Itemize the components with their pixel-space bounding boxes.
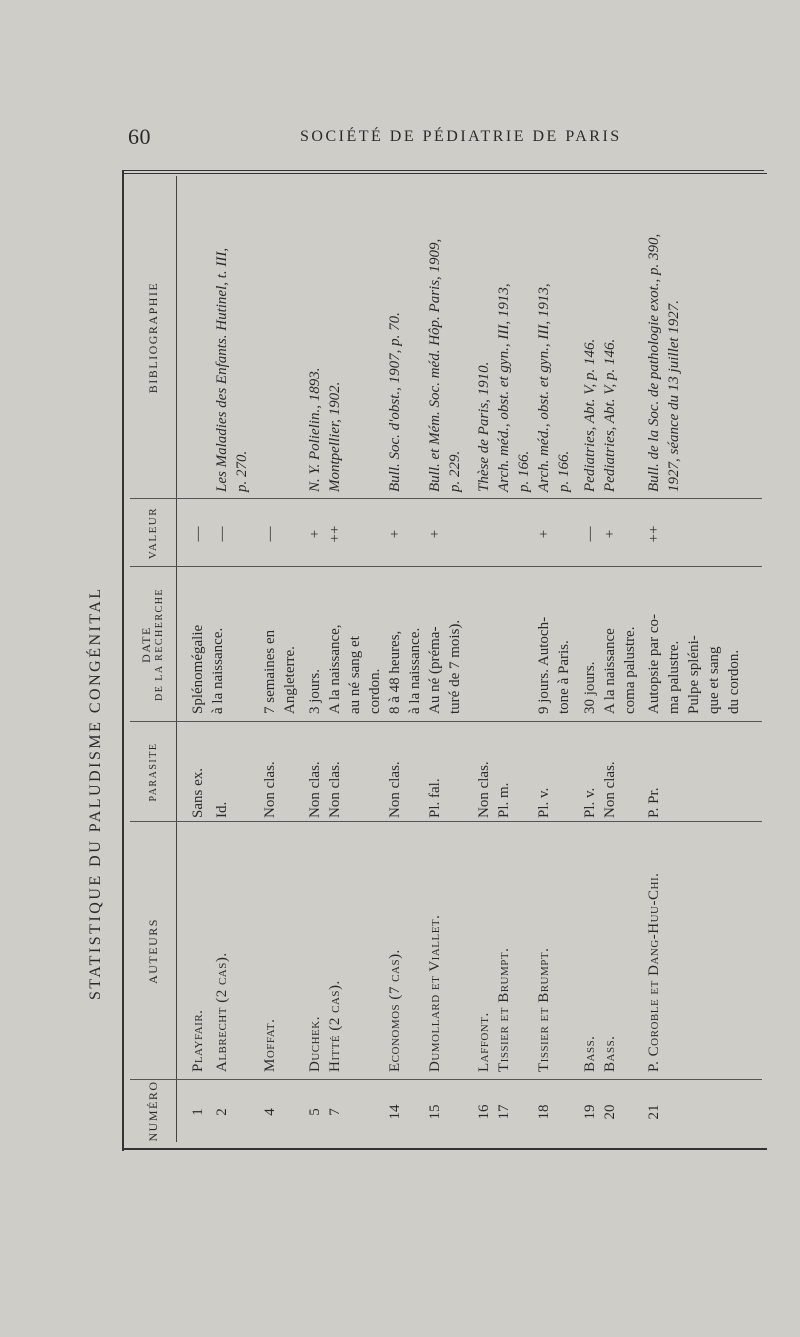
cell-date-line: 3 jours. <box>307 669 323 714</box>
cell-bibliographie <box>644 177 684 492</box>
cell-numero: 14 <box>387 1104 403 1120</box>
col-rule <box>130 566 762 567</box>
cell-auteur: Albrecht (2 cas). <box>214 952 230 1072</box>
cell-auteur: Bass. <box>602 1035 618 1072</box>
cell-auteur: Tissier et Brumpt. <box>536 947 552 1072</box>
cell-auteur: Playfair. <box>190 1009 206 1072</box>
cell-numero: 7 <box>327 1108 343 1116</box>
cell-bibliographie-line: Bull. de la Soc. de pathologie exot., p. 390, <box>646 233 662 492</box>
cell-numero: 17 <box>496 1104 512 1120</box>
cell-date-line: Pulpe spléni- <box>686 635 702 714</box>
cell-date <box>385 569 425 714</box>
cell-auteur: Bass. <box>582 1035 598 1072</box>
cell-bibliographie <box>385 177 405 492</box>
cell-valeur: + <box>602 529 618 539</box>
cell-date-line: Angleterre. <box>282 646 298 714</box>
cell-date-line: coma palustre. <box>622 626 638 714</box>
cell-numero: 19 <box>582 1104 598 1120</box>
cell-date <box>580 569 600 714</box>
cell-bibliographie-line: Thèse de Paris, 1910. <box>476 361 492 492</box>
cell-date-line: turé de 7 mois). <box>447 619 463 714</box>
cell-date <box>425 569 465 714</box>
cell-parasite: Pl. v. <box>582 787 598 818</box>
cell-bibliographie-line: Montpellier, 1902. <box>327 381 343 492</box>
cell-auteur: Moffat. <box>262 1018 278 1072</box>
col-rule <box>130 1079 762 1080</box>
col-header-parasite-label: PARASITE <box>147 742 159 802</box>
table-top-rule <box>122 173 767 174</box>
cell-bibliographie-line: p. 270. <box>234 450 250 492</box>
page-number: 60 <box>128 124 151 149</box>
cell-auteur: P. Coroble et Dang-Huu-Chi. <box>646 872 662 1072</box>
cell-date-line: 8 à 48 heures, <box>387 630 403 714</box>
cell-valeur: ++ <box>327 525 343 543</box>
cell-bibliographie <box>474 177 494 492</box>
cell-bibliographie-line: 1927, séance du 13 juillet 1927. <box>666 299 682 492</box>
col-header-numero: NUMÉRO <box>145 1080 160 1142</box>
table-title: STATISTIQUE DU PALUDISME CONGÉNITAL <box>87 586 104 1000</box>
cell-date-line: Splénomégalie <box>190 624 206 714</box>
cell-parasite: Id. <box>214 801 230 818</box>
cell-numero: 5 <box>307 1108 323 1116</box>
cell-parasite: Non clas. <box>327 761 343 818</box>
cell-parasite: P. Pr. <box>646 787 662 818</box>
cell-numero: 20 <box>602 1104 618 1120</box>
col-header-valeur: VALEUR <box>146 506 159 560</box>
cell-date-line: que et sang <box>706 646 722 714</box>
cell-bibliographie-line: p. 229. <box>447 450 463 492</box>
cell-valeur: + <box>536 529 552 539</box>
cell-bibliographie-line: p. 166. <box>516 450 532 492</box>
cell-bibliographie-line: Arch. méd., obst. et gyn., III, 1913, <box>496 283 512 492</box>
cell-parasite: Non clas. <box>602 761 618 818</box>
cell-date-line: du cordon. <box>726 649 742 714</box>
cell-valeur: ++ <box>646 525 662 543</box>
cell-parasite: Non clas. <box>476 761 492 818</box>
cell-bibliographie <box>212 177 252 492</box>
cell-date-line: A la naissance <box>602 628 618 714</box>
cell-valeur: + <box>427 529 443 539</box>
cell-valeur: — <box>582 526 598 542</box>
cell-bibliographie-line: Bull. Soc. d'obst., 1907, p. 70. <box>387 312 403 492</box>
cell-date-line: Au né (préma- <box>427 626 443 714</box>
cell-date-line: à la naissance. <box>210 627 226 714</box>
col-header-date-line2: DE LA RECHERCHE <box>154 587 165 702</box>
cell-bibliographie <box>305 177 325 492</box>
cell-date-line: 30 jours. <box>582 661 598 714</box>
statistics-table <box>130 176 762 1142</box>
cell-parasite: Pl. v. <box>536 787 552 818</box>
cell-date-line: cordon. <box>367 668 383 714</box>
cell-parasite: Non clas. <box>387 761 403 818</box>
cell-bibliographie-line: Pediatries, Abt. V, p. 146. <box>582 338 598 492</box>
cell-date-line: A la naissance, <box>327 624 343 714</box>
cell-bibliographie <box>425 177 465 492</box>
cell-date-line: 9 jours. Autoch- <box>536 616 552 714</box>
cell-valeur: + <box>307 529 323 539</box>
cell-numero: 21 <box>646 1104 662 1120</box>
running-head: SOCIÉTÉ DE PÉDIATRIE DE PARIS <box>300 128 622 145</box>
cell-date-line: ma palustre. <box>666 640 682 714</box>
cell-bibliographie-line: Bull. et Mém. Soc. méd. Hôp. Paris, 1909, <box>427 238 443 492</box>
col-rule <box>130 498 762 499</box>
col-header-parasite <box>130 722 176 822</box>
cell-numero: 16 <box>476 1104 492 1120</box>
cell-auteur: Economos (7 cas). <box>387 949 403 1072</box>
cell-date <box>260 569 300 714</box>
cell-valeur: — <box>262 526 278 542</box>
col-header-date <box>130 567 176 722</box>
cell-date-line: à la naissance. <box>407 627 423 714</box>
cell-bibliographie <box>600 177 620 492</box>
table-bottom-rule <box>122 1148 767 1150</box>
col-header-bibliographie: BIBLIOGRAPHIE <box>145 281 160 394</box>
col-header-date-line1: DATE <box>139 626 153 663</box>
cell-date-line: au né sang et <box>347 636 363 714</box>
cell-bibliographie <box>580 177 600 492</box>
cell-parasite: Sans ex. <box>190 768 206 818</box>
cell-numero: 15 <box>427 1104 443 1120</box>
cell-parasite: Non clas. <box>307 761 323 818</box>
cell-valeur: + <box>387 529 403 539</box>
cell-parasite: Pl. m. <box>496 782 512 818</box>
cell-parasite: Pl. fal. <box>427 778 443 818</box>
col-header-auteurs: AUTEURS <box>145 918 160 984</box>
cell-date <box>644 569 744 714</box>
cell-numero: 18 <box>536 1104 552 1120</box>
cell-numero: 4 <box>262 1108 278 1116</box>
cell-date <box>325 569 385 714</box>
cell-auteur: Laffont. <box>476 1012 492 1072</box>
col-rule <box>130 721 762 722</box>
cell-bibliographie-line: Pediatries, Abt. V, p. 146. <box>602 338 618 492</box>
cell-parasite: Non clas. <box>262 761 278 818</box>
cell-date <box>188 569 228 714</box>
cell-auteur: Dumollard et Viallet. <box>427 914 443 1072</box>
cell-auteur: Duchek. <box>307 1016 323 1072</box>
cell-numero: 2 <box>214 1108 230 1116</box>
cell-bibliographie-line: p. 166. <box>556 450 572 492</box>
cell-bibliographie-line: N. Y. Polielin., 1893. <box>307 367 323 492</box>
cell-date-line: Autopsie par co- <box>646 614 662 714</box>
cell-bibliographie <box>534 177 574 492</box>
header-rule <box>176 176 177 1142</box>
cell-numero: 1 <box>190 1108 206 1116</box>
cell-date-line: 7 semaines en <box>262 629 278 714</box>
cell-valeur: — <box>214 526 230 542</box>
cell-bibliographie <box>325 177 345 492</box>
cell-date-line: tone à Paris. <box>556 640 572 714</box>
cell-date <box>534 569 574 714</box>
cell-valeur: — <box>190 526 206 542</box>
cell-bibliographie <box>494 177 534 492</box>
cell-date <box>600 569 640 714</box>
cell-bibliographie-line: Les Maladies des Enfants. Hutinel, t. III, <box>214 247 230 492</box>
cell-auteur: Hitté (2 cas). <box>327 980 343 1072</box>
cell-date <box>305 569 325 714</box>
cell-bibliographie-line: Arch. méd., obst. et gyn., III, 1913, <box>536 283 552 492</box>
cell-auteur: Tissier et Brumpt. <box>496 947 512 1072</box>
